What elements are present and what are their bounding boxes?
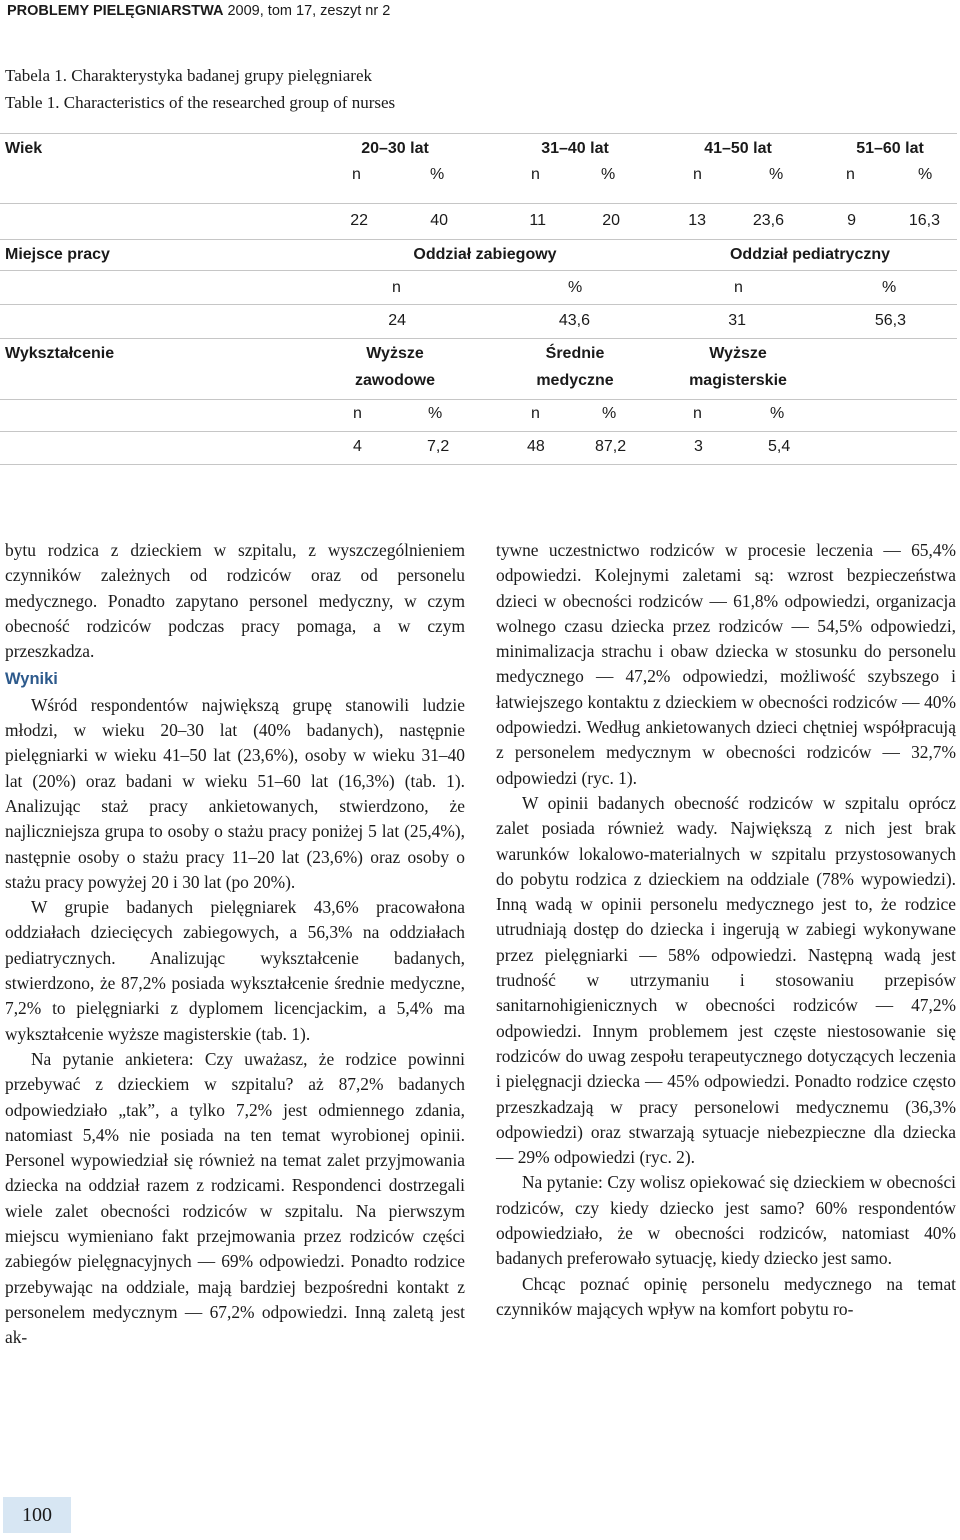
workplace-n-header: n [734,279,743,296]
paragraph: Na pytanie: Czy wolisz opiekować się dzieckiem w obecności rodziców, czy kiedy dziecko jest samo? 60% respondentów odpowiedziało, że w obecności rodziców, natomiast 40% badanych preferowało sytuację, kiedy dziecko jest samo. [496,1172,956,1269]
paragraph: Chcąc poznać opinię personelu medycznego na temat czynników mających wpływ na komfort pobytu ro- [496,1273,956,1319]
paragraph: Wśród respondentów największą grupę stanowili ludzie młodzi, w wieku 20–30 lat (40% badanych), następnie pielęgniarki w wieku 41–50 lat (23,6%), osoby w wieku 31–40 lat (20%) oraz badani w wieku 51–60 lat (16,3%) (tab. 1). Analizując staż pracy ankietowanych, stwierdzono, że najliczniejsza grupa to osoby o stażu pracy poniżej 5 lat (25,4%), następnie osoby o stażu pracy 11–20 lat (23,6%) oraz osoby o stażu pracy powyżej 20 i 30 lat (po 20%). [5,694,465,892]
table-cell: 9 [847,212,856,229]
table-cell: 48 [527,438,545,455]
table-cell: 40 [430,212,448,229]
workplace-pct-header: % [882,279,897,296]
row-label-education: Wykształcenie [5,345,115,362]
table-rule [0,431,957,432]
table-cell: 3 [694,438,703,455]
education-n-header: n [531,405,540,422]
table-caption-en: Table 1. Characteristics of the researched group of nurses [5,93,396,112]
paragraph: W opinii badanych obecność rodziców w szpitalu oprócz zalet posiada również wady. Największą z nich jest brak warunków lokalowo-materialnych w szpitalu przystosowanych do pobytu rodzica z dzieckiem na oddziale (78% wypowiedzi). Inną wadą w opinii personelu medycznego jest to, że rodzice utrudniają dostęp do dziecka i ingerują w zabiegi wykonywane przez pielęgniarki — 58% odpowiedzi. Następną wadą jest trudność w utrzymaniu i stosowaniu przepisów sanitarnohigienicznych w obecności rodziców — 47,2% odpowiedzi. Innym problemem jest częste niestosowanie się rodziców do uwag zespołu terapeutycznego dotyczących leczenia i pielęgnacji dziecka — 45% odpowiedzi. Ponadto rodzice często przeszkadzają w pracy personelowi medycznemu (36,3% odpowiedzi) oraz stwarzają sytuacje niebezpieczne dla dziecka — 29% odpowiedzi (ryc. 2). [496,792,956,1168]
education-group-1-line1: Wyższe [366,345,424,362]
education-pct-header: % [602,405,617,422]
age-group-3: 41–50 lat [704,140,772,157]
table-rule [0,270,957,271]
education-n-header: n [693,405,702,422]
age-group-2: 31–40 lat [541,140,609,157]
age-pct-header: % [769,166,784,183]
education-group-2-line2: medyczne [536,372,614,389]
education-pct-header: % [770,405,785,422]
table-cell: 11 [529,212,546,229]
right-text-column [496,538,956,1322]
education-group-1-line2: zawodowe [354,372,435,389]
table-rule [0,133,957,134]
age-n-header: n [531,166,540,183]
age-n-header: n [846,166,855,183]
age-n-header: n [693,166,702,183]
education-group-2-line1: Średnie [545,345,605,362]
table-rule [0,203,957,204]
table-cell: 16,3 [908,212,940,229]
table-rule [0,399,957,400]
age-pct-header: % [601,166,616,183]
table-cell: 20 [602,212,620,229]
education-n-header: n [353,405,362,422]
workplace-pct-header: % [568,279,583,296]
age-group-1: 20–30 lat [361,140,429,157]
education-group-3-line2: magisterskie [689,372,787,389]
workplace-group-1: Oddział zabiegowy [413,246,557,263]
age-pct-header: % [430,166,445,183]
running-header [7,3,390,19]
table-cell: 24 [388,312,406,329]
page-number-text: 100 [22,1503,52,1526]
table-cell: 56,3 [874,312,906,329]
table-rule [0,338,957,339]
paragraph: W grupie badanych pielęgniarek 43,6% pracowałona oddziałach dziecięcych zabiegowych, a 56,3% na oddziałach pediatrycznych. Analizując wykształcenie badanych, stwierdzono, że 87,2% posiada wykształcenie średnie medyczne, 7,2% to pielęgniarki z dyplomem licencjackim, a 5,4% ma wykształcenie wyższe magisterskie (tab. 1). [5,897,465,1044]
table-cell: 4 [353,438,362,455]
table-cell: 43,6 [558,312,590,329]
education-group-3-line1: Wyższe [709,345,767,362]
age-pct-header: % [918,166,933,183]
table-caption-pl: Tabela 1. Charakterystyka badanej grupy pielęgniarek [5,66,372,85]
table-cell: 87,2 [595,438,627,455]
paragraph: tywne uczestnictwo rodziców w procesie leczenia — 65,4% odpowiedzi. Kolejnymi zaletami są: wzrost bezpieczeństwa dzieci w obecności rodziców — 61,8% odpowiedzi, organizacja wolnego czasu dziecka przez rodziców — 54,5% odpowiedzi, minimalizacja strachu i obaw dziecka w stosunku do personelu medycznego — 47,2% odpowiedzi, możliwość szybszego i łatwiejszego kontaktu z dzieckiem w obecności rodziców — 40% odpowiedzi. Według ankietowanych dzieci chętniej współpracują z personelem medycznym w obecności rodziców — 32,7% odpowiedzi (ryc. 1). [496,540,956,788]
table-rule [0,304,957,305]
table-rule [0,464,957,465]
table-cell: 22 [350,212,368,229]
paragraph: bytu rodzica z dzieckiem w szpitalu, z wyszczególnieniem czynników zależnych od rodziców oraz od personelu medycznego. Ponadto zapytano personel medyczny, w czym obecność rodziców podczas pracy pomaga, a w czym przeszkadza. [5,540,465,662]
workplace-group-2: Oddział pediatryczny [729,246,891,263]
table-rule [0,239,957,240]
paragraph: Na pytanie ankietera: Czy uważasz, że rodzice powinni przebywać z dzieckiem w szpitalu? aż 87,2% badanych odpowiedziało „tak”, a tylko 7,2% jest odmiennego zdania, natomiast 5,4% nie posiada na ten temat wyrobionej opinii. Personel wypowiedział się również na temat zalet przyjmowania dziecka na oddział razem z rodzicami. Respondenci dostrzegali wiele zalet obecności rodziców w szpitalu. Na pierwszym miejscu wymieniano fakt przejmowania przez rodziców części zabiegów pielęgnacyjnych — 69% odpowiedzi. Ponadto rodzice przebywając na oddziale, mają bardziej bezpośredni kontakt z personelem medycznym — 67,2% odpowiedzi. Inną zaletą jest ak- [5,1048,465,1348]
row-label-age: Wiek [5,140,43,157]
table-cell: 13 [688,212,706,229]
row-label-workplace: Miejsce pracy [5,246,110,263]
table-cell: 31 [728,312,746,329]
journal-name: PROBLEMY PIELĘGNIARSTWA [7,3,224,19]
journal-issue: 2009, tom 17, zeszyt nr 2 [227,3,391,19]
table-cell: 7,2 [427,438,450,455]
age-group-4: 51–60 lat [856,140,924,157]
page-number [3,1497,71,1533]
age-n-header: n [352,166,361,183]
left-text-column [5,538,465,1351]
education-pct-header: % [428,405,443,422]
workplace-n-header: n [392,279,401,296]
table-cell: 5,4 [768,438,791,455]
table-cell: 23,6 [752,212,784,229]
section-heading-results: Wyniki [5,670,58,689]
